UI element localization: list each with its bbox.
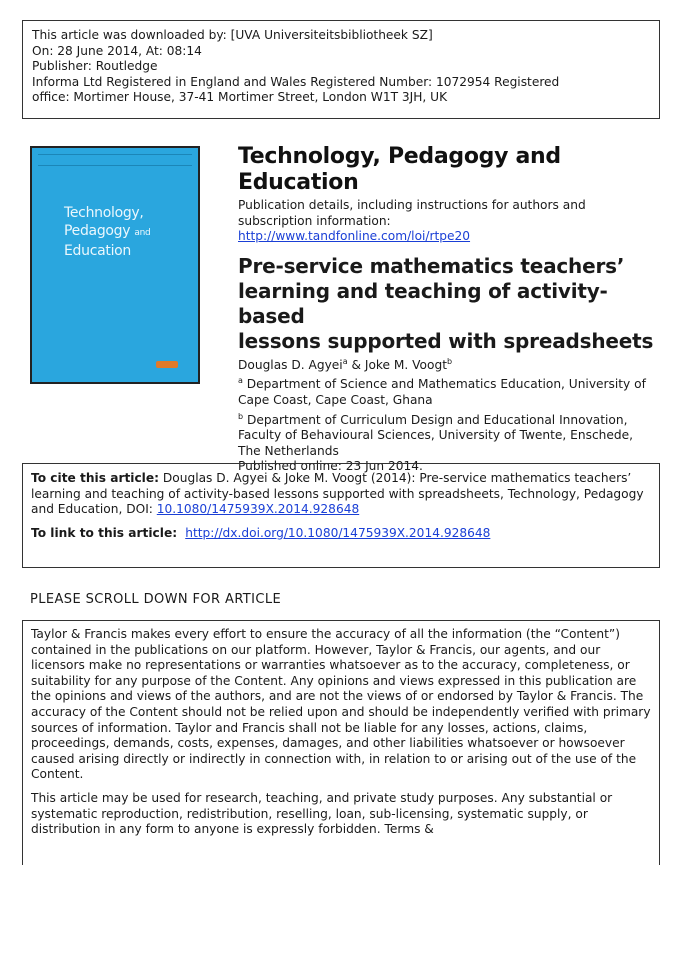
article-url-link[interactable]: http://dx.doi.org/10.1080/1475939X.2014.928648 [185, 525, 491, 540]
journal-title: Technology, Pedagogy and Education [238, 144, 561, 195]
journal-cover-image [30, 146, 200, 384]
citation-text-line1: Douglas D. Agyei & Joke M. Voogt (2014): Pre-service mathematics teachers’ [159, 471, 632, 485]
author-agyei: Douglas D. Agyei [238, 357, 343, 372]
disclaimer-paragraph-2: This article may be used for research, teaching, and private study purposes. Any substantial or systematic reproduction, redistribution, reselling, loan, sub-licensing, systematic supply, or distribution in any form to anyone is expressly forbidden. Terms & [31, 790, 613, 837]
affiliation-b-line2: Faculty of Behavioural Sciences, University of Twente, Enschede, [238, 428, 633, 443]
disclaimer-paragraph-1: Taylor & Francis makes every effort to ensure the accuracy of all the information (the “Content”) contained in the publications on our platform. However, Taylor & Francis, our agents, and our licensors make no representations or warranties whatsoever as to the accuracy, completeness, or suitability for any purpose of the Content. Any opinions and views expressed in this publication are the opinions and views of the authors, and are not the views of or endorsed by Taylor & Francis. The accuracy of the Content should not be relied upon and should be independently verified with primary sources of information. Taylor and Francis shall not be liable for any losses, actions, claims, proceedings, demands, costs, expenses, damages, and other liabilities whatsoever or howsoever caused arising directly or indirectly in connection with, in relation to or arising out of the use of the Content. [31, 627, 651, 782]
article-title-line2: learning and teaching of activity-based [238, 278, 608, 328]
download-notice-box [22, 20, 660, 119]
registration-text-line1: Informa Ltd Registered in England and Wales Registered Number: 1072954 Registered [32, 74, 560, 89]
scroll-notice: PLEASE SCROLL DOWN FOR ARTICLE [30, 592, 282, 607]
article-header [238, 144, 658, 475]
doi-link[interactable]: 10.1080/1475939X.2014.928648 [156, 502, 360, 517]
cover-title-line1: Technology, [64, 205, 144, 221]
citation-box [22, 463, 660, 568]
cite-this-article [31, 471, 651, 487]
author1-superscript: a [342, 356, 348, 366]
publication-details [238, 198, 658, 245]
registration-text-line2: office: Mortimer House, 37-41 Mortimer Street, London W1T 3JH, UK [32, 90, 448, 105]
download-date-text: On: 28 June 2014, At: 08:14 [32, 43, 202, 58]
link-label: To link to this article: [31, 525, 182, 540]
disclaimer-box [22, 620, 660, 865]
citation-text-line2: learning and teaching of activity-based lessons supported with spreadsheets, Technology, Pedagogy [31, 486, 644, 501]
affiliation-a-superscript: a [238, 376, 243, 386]
cover-title-and: and [134, 228, 151, 238]
article-title [238, 254, 658, 354]
authors [238, 358, 658, 374]
author-separator: & [347, 357, 365, 372]
cover-title-line2: Pedagogy [64, 223, 131, 239]
author-voogt: Joke M. Voogt [364, 357, 447, 372]
author2-superscript: b [447, 356, 453, 366]
cite-label: To cite this article: [31, 471, 160, 485]
downloaded-by-text: This article was downloaded by: [UVA Universiteitsbibliotheek SZ] [32, 28, 433, 42]
publication-details-line2: subscription information: [238, 213, 391, 228]
cover-title [64, 204, 150, 260]
publisher-text: Publisher: Routledge [32, 59, 158, 74]
cover-top-strip [38, 154, 192, 166]
published-online-date: Published online: 23 Jun 2014. [238, 459, 423, 474]
affiliation-b-line3: The Netherlands [238, 443, 339, 458]
article-title-line3: lessons supported with spreadsheets [238, 328, 654, 353]
affiliation-a-line2: Cape Coast, Cape Coast, Ghana [238, 392, 433, 407]
affiliation-a [238, 377, 658, 408]
affiliation-b-line1: Department of Curriculum Design and Educational Innovation, [243, 412, 628, 427]
citation-text-line3: and Education, DOI: [31, 502, 157, 517]
affiliation-b-superscript: b [238, 411, 244, 421]
publisher-logo-icon [156, 361, 178, 368]
affiliation-a-line1: Department of Science and Mathematics Education, University of [242, 377, 646, 392]
article-title-line1: Pre-service mathematics teachers’ [238, 253, 625, 278]
cover-title-line3: Education [64, 243, 131, 259]
publication-details-line1: Publication details, including instructions for authors and [238, 198, 586, 212]
journal-url-link[interactable]: http://www.tandfonline.com/loi/rtpe20 [238, 229, 471, 244]
link-to-article [31, 526, 651, 542]
